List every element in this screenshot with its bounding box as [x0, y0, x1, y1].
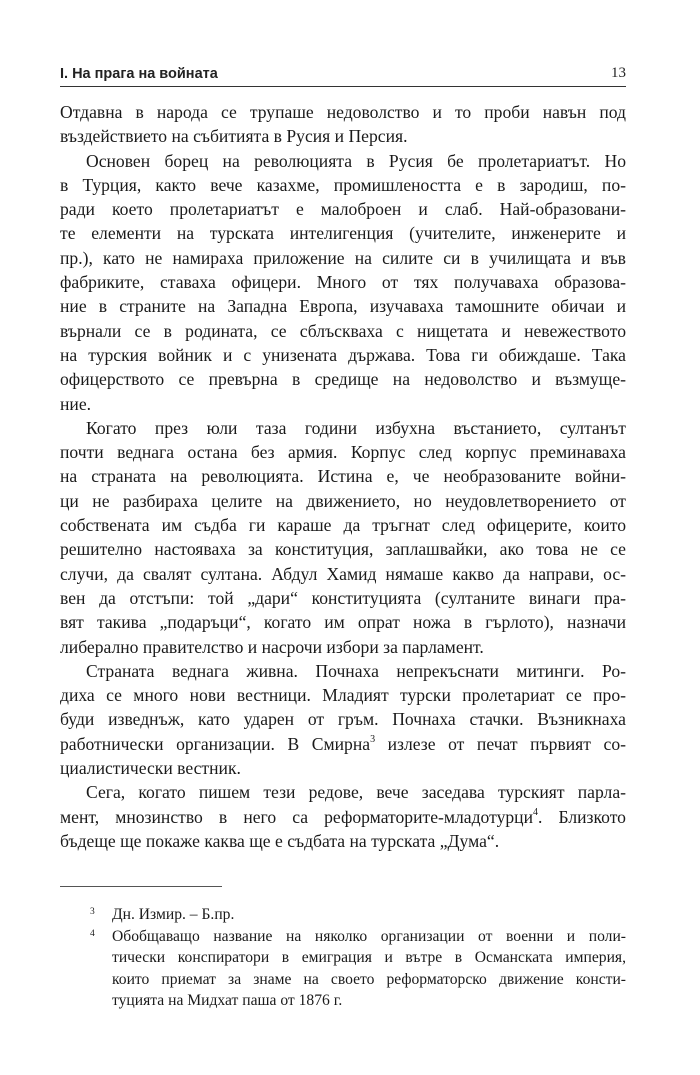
text-line: Отдавна в народа се трупаше недоволство и то проби навън под [60, 102, 626, 122]
paragraph [60, 100, 626, 149]
main-text [60, 100, 626, 853]
text-line: решително настояваха за конституция, заплашвайки, ако това не се [60, 539, 626, 560]
text-line: Основен борец на революцията в Русия бе пролетариатът. Но [86, 150, 626, 171]
paragraph [60, 416, 626, 659]
text-line: работнически организации. В Смирна$^3$ излезе от печат първият со- [60, 733, 626, 754]
text-line: те елементи на турската интелигенция (учителите, инженерите и [60, 223, 626, 244]
text-line: фабриките, ставаха офицери. Много от тях получаваха образова- [60, 272, 626, 293]
text-line: пр.), като не намираха приложение на силите си в училищата и във [60, 247, 626, 268]
footnote-line: Дн. Измир. – Б.пр. [112, 906, 235, 923]
paragraph [60, 780, 626, 853]
footnote-number: 4 [90, 928, 95, 939]
page-number: 13 [611, 65, 626, 81]
text-line: Страната веднага живна. Почнаха непрекъснати митинги. Ро- [86, 660, 626, 681]
text-line: собствената им съдба ги караше да тръгнат след офицерите, които [60, 515, 626, 536]
text-line: Когато през юли таза години избухна въстанието, султанът [86, 417, 626, 438]
text-line: върнали се в родината, се сблъскваха с нищетата и невежеството [60, 320, 626, 341]
text-line: въздействието на събитията в Русия и Персия. [60, 126, 408, 147]
paragraph [60, 659, 626, 780]
footnote-text [112, 926, 626, 1012]
text-line: мент, мнозинство в него са реформаторите-младотурци$^4$. Близкото [60, 806, 626, 827]
text-line: в Турция, както вече казахме, промишлеността е в зародиш, по- [60, 174, 626, 195]
footnote-line: които приемат за знаме на своето реформаторско движение консти- [112, 970, 626, 988]
footnote [60, 926, 626, 1012]
text-line: буди изведнъж, като ударен от гръм. Почнаха стачки. Възникнаха [60, 709, 626, 730]
text-line: циалистически вестник. [60, 758, 241, 779]
text-line: вят такива „подаръци“, когато им опрат ножа в гърлото), назначи [60, 612, 626, 633]
footnote-line: тически конспиратори в емиграция и вътре в Османската империя, [112, 949, 626, 966]
running-header [60, 60, 626, 82]
text-line: либерално правителство и насрочи избори за парламент. [60, 636, 484, 657]
footnote-rule [60, 886, 222, 887]
footnote-line: туцията на Мидхат паша от 1876 г. [112, 992, 343, 1009]
text-line: ние в страните на Западна Европа, изучаваха тамошните обичаи и [60, 296, 626, 317]
footnote-line: Обобщаващо название на няколко организации от военни и поли- [112, 927, 626, 945]
text-line: ние. [60, 393, 92, 414]
footnotes [60, 904, 626, 1012]
text-line: на страната на революцията. Истина е, че необразованите войни- [60, 466, 626, 487]
footnote-ref: 3 [370, 733, 376, 745]
footnote-text [112, 904, 626, 926]
text-line: офицерството се превърна в средище на недоволство и възмуще- [60, 369, 626, 390]
chapter-title: I. На прага на войната [60, 66, 218, 82]
footnote-ref: 4 [533, 806, 538, 818]
text-line: на турския войник и с унизената държава. Това ги обиждаше. Така [60, 344, 626, 365]
footnote-number: 3 [90, 907, 95, 917]
paragraph [60, 149, 626, 416]
text-line: ради което пролетариатът е малоброен и слаб. Най-образовани- [60, 199, 626, 220]
text-line: диха се много нови вестници. Младият турски пролетариат се про- [60, 685, 626, 706]
header-rule [60, 86, 626, 87]
text-line: случи, да свалят султана. Абдул Хамид нямаше какво да направи, ос- [60, 563, 626, 584]
text-line: бъдеще ще покаже каква ще е съдбата на турската „Дума“. [60, 830, 500, 851]
text-line: Сега, когато пишем тези редове, вече заседава турският парла- [86, 782, 626, 803]
text-line: вен да отстъпи: той „дари“ конституцията (султаните винаги пра- [60, 587, 626, 608]
footnote [60, 904, 626, 926]
text-line: почти веднага остана без армия. Корпус след корпус преминаваха [60, 442, 626, 463]
text-line: ци не разбираха целите на движението, но неудовлетворението от [60, 490, 626, 511]
